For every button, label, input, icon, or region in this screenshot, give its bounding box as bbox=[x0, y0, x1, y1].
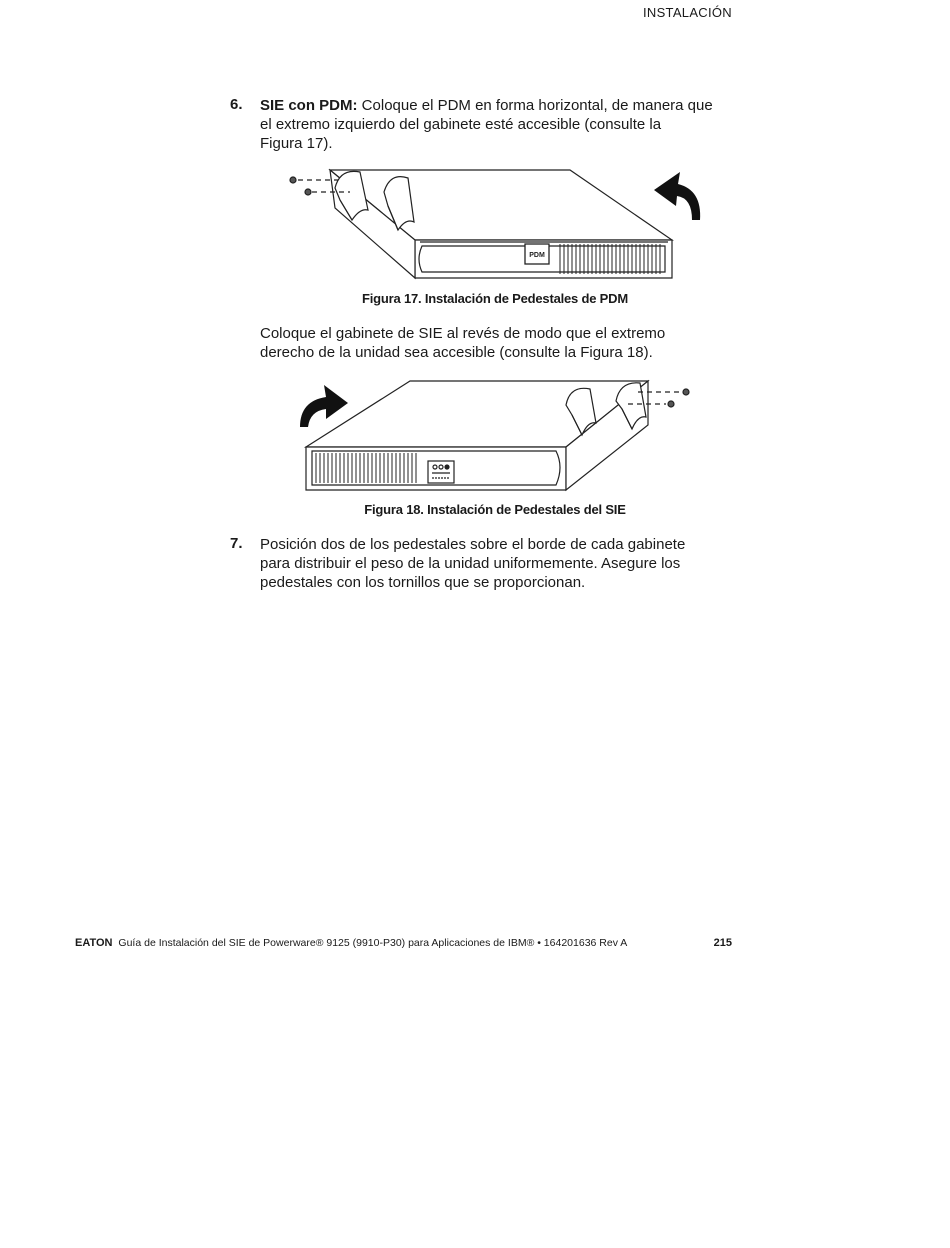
step-7-text bbox=[260, 535, 740, 592]
footer bbox=[75, 937, 733, 949]
step-6-text bbox=[260, 96, 740, 153]
figure-17-illustration bbox=[280, 160, 710, 285]
step-7-line3: pedestales con los tornillos que se proporcionan. bbox=[260, 574, 586, 591]
middle-line1: Coloque el gabinete de SIE al revés de modo que el extremo bbox=[260, 325, 666, 342]
pdm-label: PDM bbox=[529, 252, 545, 259]
step-7-line1: Posición dos de los pedestales sobre el borde de cada gabinete bbox=[260, 536, 686, 553]
footer-brand: EATON bbox=[75, 937, 113, 949]
step-7-line2: para distribuir el peso de la unidad uniformemente. Asegure los bbox=[260, 555, 681, 572]
rotate-arrow-icon bbox=[300, 385, 348, 427]
figure-17-caption: Figura 17. Instalación de Pedestales de PDM bbox=[362, 291, 628, 306]
rotate-arrow-icon bbox=[654, 172, 700, 220]
footer-text: Guía de Instalación del SIE de Powerware® 9125 (9910-P30) para Aplicaciones de IBM® • 164201636 Rev A bbox=[118, 937, 628, 949]
figure-18-caption: Figura 18. Instalación de Pedestales del SIE bbox=[364, 502, 626, 517]
figure-18-illustration bbox=[298, 375, 698, 495]
section-header: INSTALACIÓN bbox=[642, 5, 732, 20]
step-6-lead: SIE con PDM: bbox=[260, 97, 358, 114]
page-number: 215 bbox=[713, 937, 732, 949]
step-number-7: 7. bbox=[230, 535, 243, 552]
step-6-line3: Figura 17). bbox=[260, 135, 333, 152]
step-6-line2: el extremo izquierdo del gabinete esté accesible (consulte la bbox=[260, 116, 662, 133]
step-6-line1: Coloque el PDM en forma horizontal, de manera que bbox=[357, 97, 713, 114]
middle-line2: derecho de la unidad sea accesible (consulte la Figura 18). bbox=[260, 344, 653, 361]
step-number-6: 6. bbox=[230, 96, 243, 113]
middle-paragraph bbox=[260, 324, 740, 362]
